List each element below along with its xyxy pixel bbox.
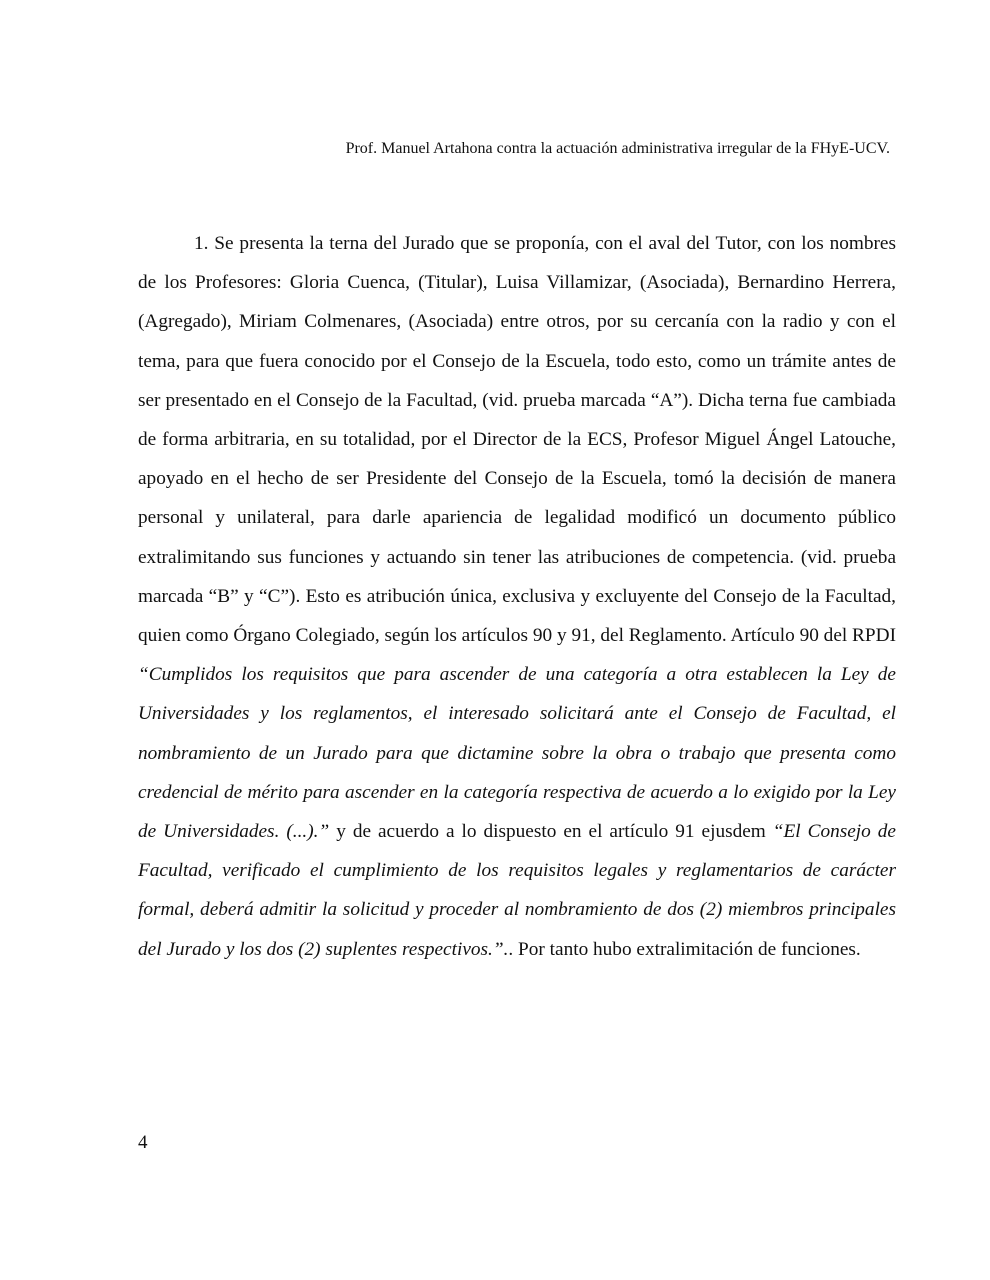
paragraph-text-part2: y de acuerdo a lo dispuesto en el artículo 91 ejusdem	[329, 821, 773, 843]
page-number: 4	[138, 1132, 148, 1153]
running-header: Prof. Manuel Artahona contra la actuación administrativa irregular de la FHyE-UCV.	[345, 140, 890, 157]
paragraph-text-part3: . Por tanto hubo extralimitación de funciones.	[508, 938, 861, 960]
paragraph-text-part1: 1. Se presenta la terna del Jurado que se proponía, con el aval del Tutor, con los nombres de los Profesores: Gloria Cuenca, (Titular), Luisa Villamizar, (Asociada), Bernardino Herrera, (Agregado), Miriam Colmenares, (Asociada) entre otros, por su cercanía con la radio y con el tema, para que fuera conocido por el Consejo de la Escuela, todo esto, como un trámite antes de ser presentado en el Consejo de la Facultad, (vid. prueba marcada “A”). Dicha terna fue cambiada de forma arbitraria, en su totalidad, por el Director de la ECS, Profesor Miguel Ángel Latouche, apoyado en el hecho de ser Presidente del Consejo de la Escuela, tomó la decisión de manera personal y unilateral, para darle apariencia de legalidad modificó un documento público extralimitando sus funciones y actuando sin tener las atribuciones de competencia. (vid. prueba marcada “B” y “C”). Esto es atribución única, exclusiva y excluyente del Consejo de la Facultad, quien como Órgano Colegiado, según los artículos 90 y 91, del Reglamento. Artículo 90 del RPDI	[138, 233, 896, 647]
body-paragraph	[138, 224, 896, 969]
quote-article-90: “Cumplidos los requisitos que para ascender de una categoría a otra establecen la Ley de Universidades y los reglamentos, el interesado solicitará ante el Consejo de Facultad, el nombramiento de un Jurado para que dictamine sobre la obra o trabajo que presenta como credencial de mérito para ascender en la categoría respectiva de acuerdo a lo exigido por la Ley de Universidades. (...).”	[138, 664, 896, 843]
quote-article-91: “El Consejo de Facultad, verificado el cumplimiento de los requisitos legales y reglamentarios de carácter formal, deberá admitir la solicitud y proceder al nombramiento de dos (2) miembros principales del Jurado y los dos (2) suplentes respectivos.”.	[138, 821, 896, 960]
